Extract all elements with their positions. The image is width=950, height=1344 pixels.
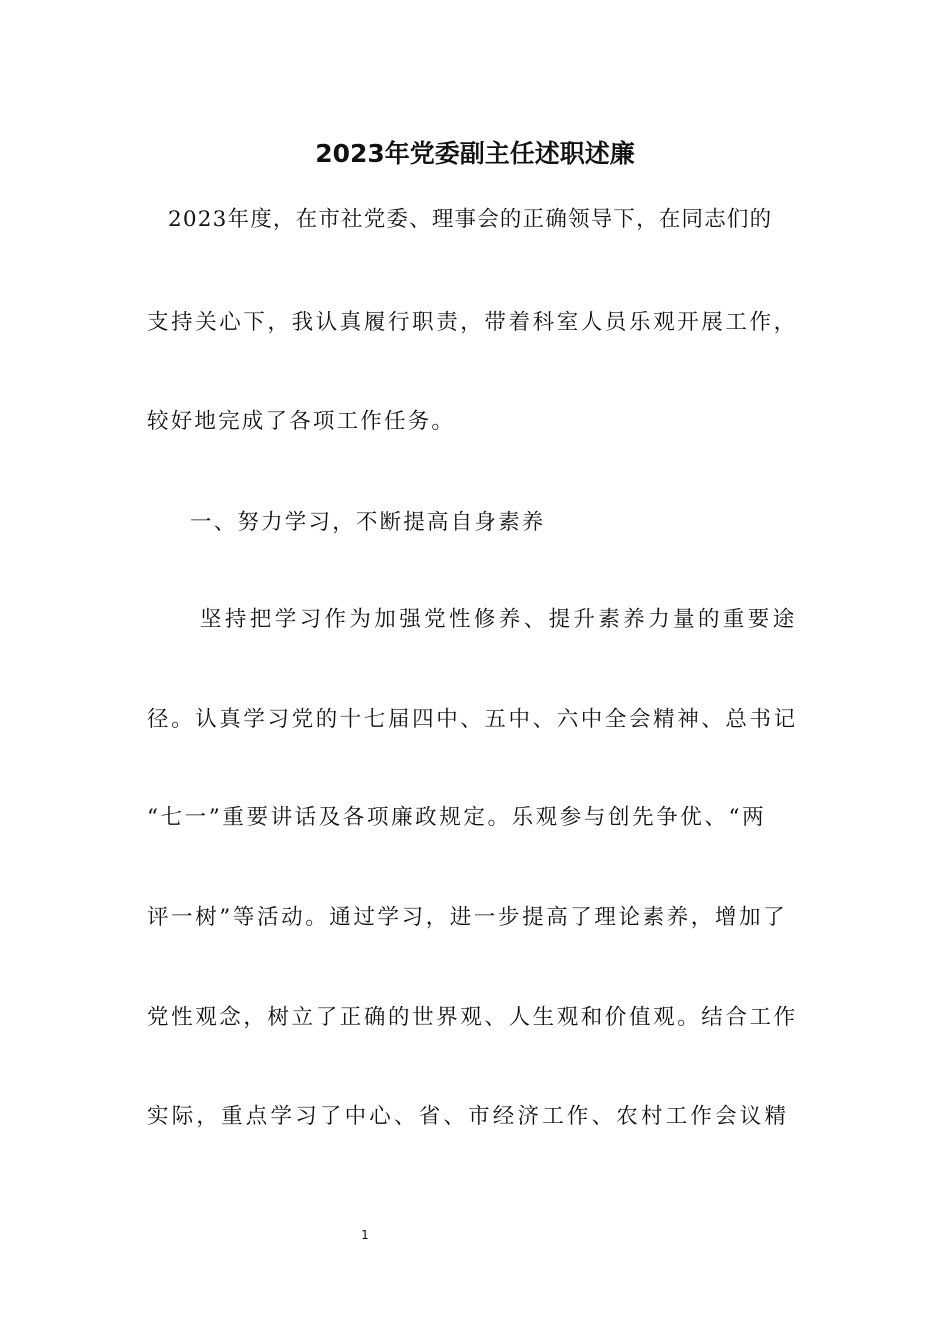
section-heading: 一、努力学习，不断提高自身素养 [190,510,546,535]
paragraph-line: 党性观念，树立了正确的世界观、人生观和价值观。结合工作 [147,1005,798,1030]
paragraph-line: 实际，重点学习了中心、省、市经济工作、农村工作会议精 [147,1104,790,1129]
paragraph-line: 评一树”等活动。通过学习，进一步提高了理论素养，增加了 [147,905,788,930]
paragraph-line: “七一”重要讲话及各项廉政规定。乐观参与创先争优、“两 [147,805,767,830]
paragraph-line: 径。认真学习党的十七届四中、五中、六中全会精神、总书记 [147,707,798,732]
paragraph-line: 支持关心下，我认真履行职责，带着科室人员乐观开展工作， [147,310,798,335]
paragraph-line: 坚持把学习作为加强党性修养、提升素养力量的重要途 [200,607,798,632]
paragraph-line: 较好地完成了各项工作任务。 [147,409,456,434]
page-number: 1 [361,1228,369,1242]
paragraph-line: 2023年度，在市社党委、理事会的正确领导下，在同志们的 [168,207,773,232]
document-title: 2023年党委副主任述职述廉 [315,139,635,168]
